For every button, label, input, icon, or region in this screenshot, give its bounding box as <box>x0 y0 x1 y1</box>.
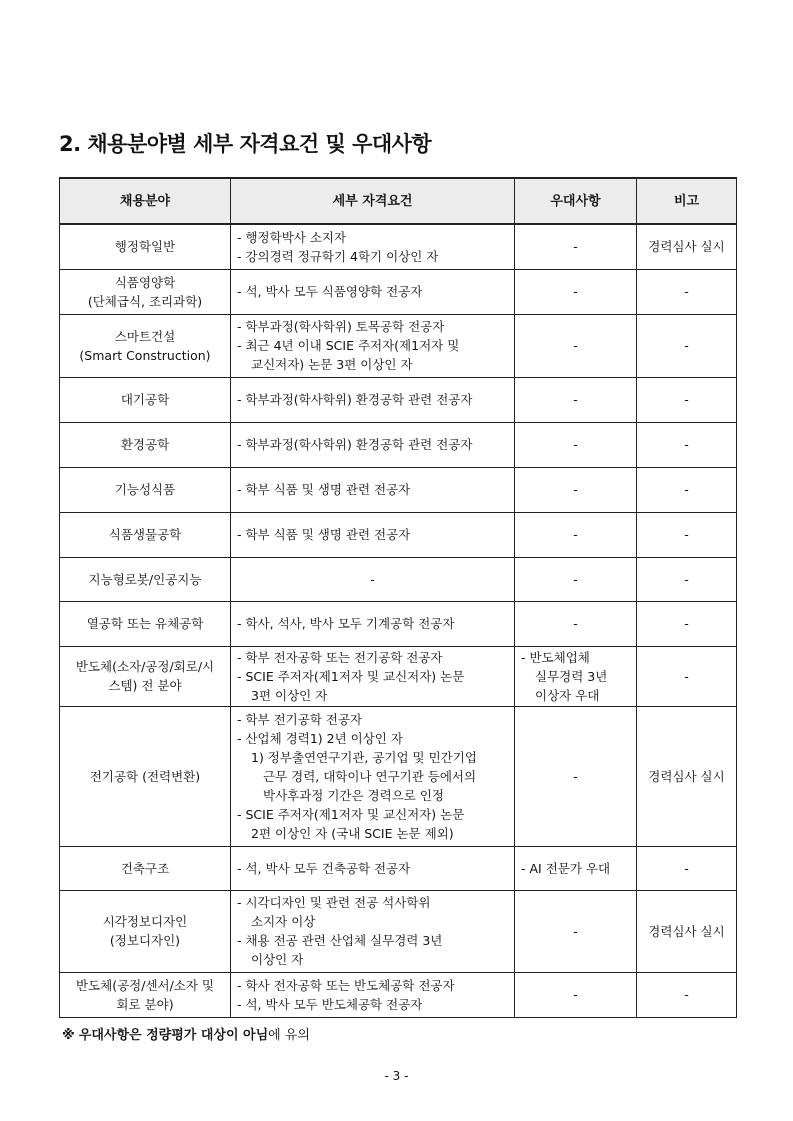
field-line: 기능성식품 <box>114 482 176 497</box>
table-row <box>60 706 737 846</box>
cell-field <box>60 601 231 646</box>
preference-line: - 반도체업체 <box>521 649 590 665</box>
cell-preference <box>515 467 637 512</box>
field-line: 회로 분야) <box>116 996 174 1012</box>
cell-preference <box>515 422 637 467</box>
requirement-line: - 학부 전자공학 또는 전기공학 전공자 <box>237 649 443 665</box>
table-row <box>60 467 737 512</box>
cell-requirements <box>231 846 515 890</box>
cell-preference <box>515 846 637 890</box>
cell-requirements <box>231 706 515 846</box>
cell-field <box>60 646 231 706</box>
requirement-line: - SCIE 주저자(제1저자 및 교신저자) 논문 <box>237 806 465 822</box>
cell-field <box>60 972 231 1017</box>
header-requirements: 세부 자격요건 <box>231 178 515 224</box>
cell-preference <box>515 269 637 314</box>
header-note: 비고 <box>637 178 737 224</box>
table-row <box>60 972 737 1017</box>
cell-requirements <box>231 269 515 314</box>
field-line: 열공학 또는 유체공학 <box>86 616 204 631</box>
requirement-line: 소지자 이상 <box>251 914 316 929</box>
cell-note: 경력심사 실시 <box>637 706 737 846</box>
requirement-line: - 학부과정(학사학위) 환경공학 관련 전공자 <box>237 392 473 407</box>
requirement-line: - 학부과정(학사학위) 환경공학 관련 전공자 <box>237 437 473 452</box>
field-line: (정보디자인) <box>109 933 181 948</box>
requirement-line: 3편 이상인 자 <box>251 687 328 703</box>
table-row <box>60 224 737 269</box>
cell-field <box>60 269 231 314</box>
cell-preference <box>515 512 637 557</box>
cell-preference <box>515 224 637 269</box>
cell-note: - <box>637 377 737 422</box>
table-row <box>60 377 737 422</box>
preference-line: - <box>573 987 578 1002</box>
cell-note: - <box>637 512 737 557</box>
qualification-table <box>59 177 737 1018</box>
field-line: 행정학일반 <box>114 239 176 255</box>
cell-preference <box>515 706 637 846</box>
field-line: 지능형로봇/인공지능 <box>88 571 202 587</box>
preference-line: - AI 전문가 우대 <box>521 860 611 876</box>
preference-line: - <box>573 768 578 784</box>
footnote-bold-text: 우대사항은 정량평가 대상이 아님 <box>78 1028 269 1043</box>
cell-note: - <box>637 846 737 890</box>
field-line: 스템) 전 분야 <box>108 678 182 693</box>
cell-requirements <box>231 467 515 512</box>
requirement-line: - SCIE 주저자(제1저자 및 교신저자) 논문 <box>237 668 465 684</box>
requirement-line: - <box>370 571 375 587</box>
field-line: 식품영양학 <box>114 274 176 290</box>
cell-note: - <box>637 557 737 601</box>
table-row <box>60 557 737 601</box>
cell-preference <box>515 890 637 972</box>
cell-requirements <box>231 512 515 557</box>
cell-note: 경력심사 실시 <box>637 224 737 269</box>
field-line: 시각정보디자인 <box>102 914 188 929</box>
requirement-line: 이상인 자 <box>251 952 304 967</box>
requirement-line: - 학부 전기공학 전공자 <box>237 711 363 727</box>
preference-line: - <box>573 482 578 497</box>
preference-line: - <box>573 239 578 255</box>
table-row <box>60 601 737 646</box>
field-line: 스마트건설 <box>114 328 176 344</box>
table-row <box>60 890 737 972</box>
requirement-line: - 채용 전공 관련 산업체 실무경력 3년 <box>237 933 443 948</box>
requirement-line: - 학부 식품 및 생명 관련 전공자 <box>237 527 411 542</box>
requirement-line: 2편 이상인 자 (국내 SCIE 논문 제외) <box>251 825 454 841</box>
footnote <box>62 1024 310 1043</box>
preference-line: - <box>573 616 578 631</box>
field-line: 대기공학 <box>120 392 170 407</box>
requirement-line: - 시각디자인 및 관련 전공 석사학위 <box>237 895 431 910</box>
cell-note: - <box>637 422 737 467</box>
cell-note: - <box>637 601 737 646</box>
preference-line: - <box>573 284 578 299</box>
page-number: - 3 - <box>384 1069 409 1083</box>
field-line: 식품생물공학 <box>108 527 182 542</box>
table-row <box>60 512 737 557</box>
requirement-line: - 학부과정(학사학위) 토목공학 전공자 <box>237 319 445 334</box>
cell-field <box>60 377 231 422</box>
table-row <box>60 646 737 706</box>
table-body <box>60 224 737 1017</box>
cell-requirements <box>231 972 515 1017</box>
table-row <box>60 846 737 890</box>
cell-preference <box>515 601 637 646</box>
preference-line: - <box>573 338 578 353</box>
header-field: 채용분야 <box>60 178 231 224</box>
cell-requirements <box>231 422 515 467</box>
table-row <box>60 422 737 467</box>
requirement-line: - 산업체 경력1) 2년 이상인 자 <box>237 730 403 746</box>
requirement-line: - 석, 박사 모두 반도체공학 전공자 <box>237 996 423 1012</box>
preference-line: - <box>573 571 578 587</box>
cell-note: - <box>637 467 737 512</box>
cell-requirements <box>231 314 515 377</box>
cell-requirements <box>231 601 515 646</box>
requirement-line: 근무 경력, 대학이나 연구기관 등에서의 <box>263 768 477 784</box>
cell-field <box>60 224 231 269</box>
page-title: 2. 채용분야별 세부 자격요건 및 우대사항 <box>59 132 432 156</box>
requirement-line: 교신저자) 논문 3편 이상인 자 <box>251 357 413 372</box>
preference-line: - <box>573 437 578 452</box>
field-line: 건축구조 <box>120 860 170 876</box>
requirement-line: 박사후과정 기간은 경력으로 인정 <box>263 787 444 803</box>
cell-field <box>60 314 231 377</box>
cell-note: 경력심사 실시 <box>637 890 737 972</box>
cell-field <box>60 890 231 972</box>
footnote-rest-text: 에 유의 <box>268 1028 310 1043</box>
cell-note: - <box>637 269 737 314</box>
cell-preference <box>515 646 637 706</box>
table-row <box>60 314 737 377</box>
cell-preference <box>515 314 637 377</box>
field-line: (Smart Construction) <box>79 347 211 363</box>
header-preference: 우대사항 <box>515 178 637 224</box>
requirement-line: - 강의경력 정규학기 4학기 이상인 자 <box>237 248 439 264</box>
field-line: (단체급식, 조리과학) <box>87 293 203 309</box>
table-row <box>60 269 737 314</box>
requirement-line: - 행정학박사 소지자 <box>237 229 347 245</box>
cell-requirements <box>231 377 515 422</box>
cell-requirements <box>231 646 515 706</box>
field-line: 반도체(공정/센서/소자 및 <box>75 977 215 993</box>
preference-line: - <box>573 392 578 407</box>
field-line: 전기공학 (전력변환) <box>89 768 201 784</box>
cell-field <box>60 512 231 557</box>
cell-preference <box>515 377 637 422</box>
cell-field <box>60 467 231 512</box>
cell-field <box>60 422 231 467</box>
footnote-mark: ※ <box>62 1028 75 1043</box>
table-header-row <box>60 178 737 224</box>
cell-preference <box>515 972 637 1017</box>
cell-field <box>60 706 231 846</box>
cell-note: - <box>637 646 737 706</box>
preference-line: 이상자 우대 <box>535 687 600 703</box>
requirement-line: 1) 정부출연연구기관, 공기업 및 민간기업 <box>251 749 477 765</box>
cell-note: - <box>637 972 737 1017</box>
requirement-line: - 최근 4년 이내 SCIE 주저자(제1저자 및 <box>237 338 460 353</box>
cell-requirements <box>231 224 515 269</box>
requirement-line: - 학사 전자공학 또는 반도체공학 전공자 <box>237 977 455 993</box>
requirement-line: - 학부 식품 및 생명 관련 전공자 <box>237 482 411 497</box>
preference-line: - <box>573 923 578 939</box>
cell-requirements <box>231 890 515 972</box>
cell-preference <box>515 557 637 601</box>
cell-field <box>60 846 231 890</box>
requirement-line: - 학사, 석사, 박사 모두 기계공학 전공자 <box>237 616 455 631</box>
requirement-line: - 석, 박사 모두 식품영양학 전공자 <box>237 284 423 299</box>
preference-line: 실무경력 3년 <box>535 668 608 684</box>
cell-requirements <box>231 557 515 601</box>
preference-line: - <box>573 527 578 542</box>
cell-field <box>60 557 231 601</box>
requirement-line: - 석, 박사 모두 건축공학 전공자 <box>237 860 411 876</box>
field-line: 반도체(소자/공정/회로/시 <box>75 659 215 674</box>
cell-note: - <box>637 314 737 377</box>
field-line: 환경공학 <box>120 437 170 452</box>
